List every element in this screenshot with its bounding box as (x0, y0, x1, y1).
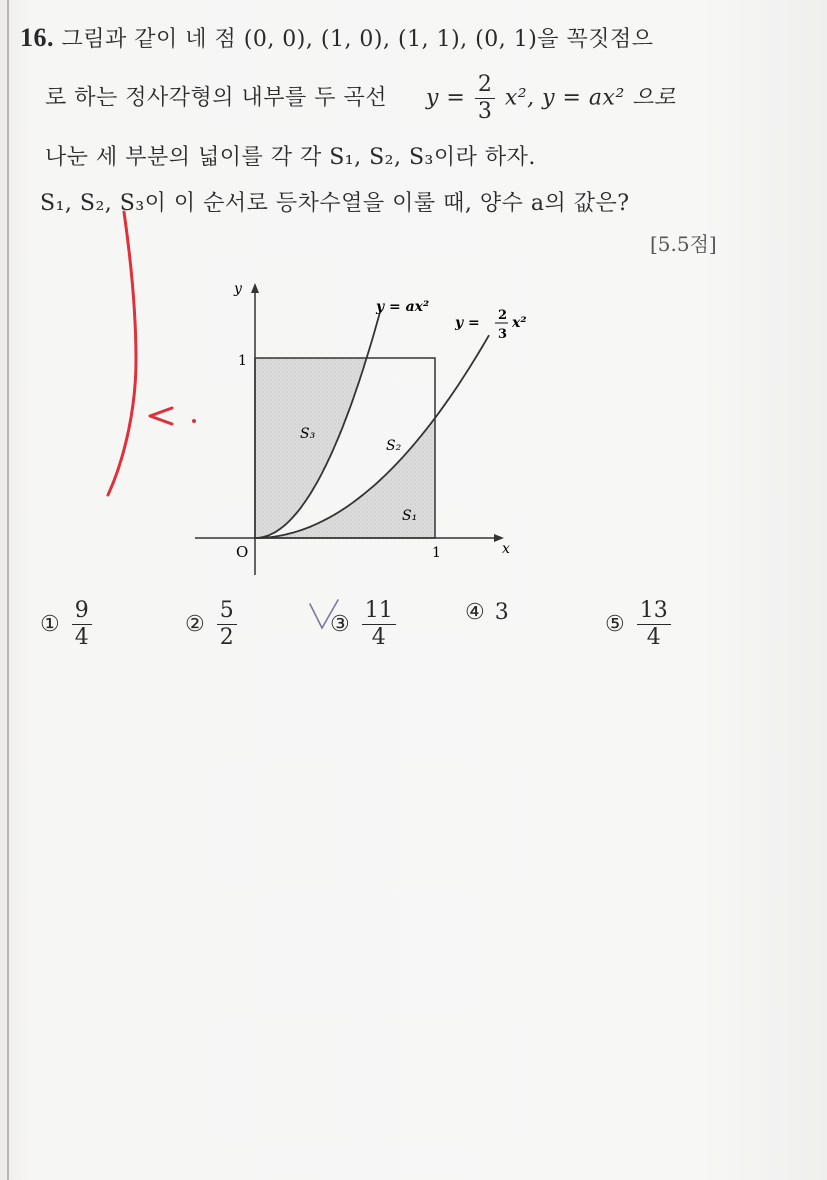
x-one-label: 1 (432, 545, 441, 561)
choice-2-num: 5 (217, 600, 237, 625)
red-pen-bracket (108, 212, 136, 495)
region-s3-label: S₃ (300, 426, 316, 442)
problem-text-1: 그림과 같이 네 점 (0, 0), (1, 0), (1, 1), (0, 1)을 꼭짓점으 (61, 27, 654, 52)
check-mark-icon (310, 600, 338, 628)
curve2-expr-lhs: y = (426, 85, 466, 111)
choice-3-den: 4 (371, 625, 386, 650)
choice-2-mark: ② (185, 612, 205, 637)
frac-numerator: 2 (475, 74, 496, 99)
choice-4-value: 3 (494, 600, 509, 625)
problem-text-2: 로 하는 정사각형의 내부를 두 곡선 (45, 85, 387, 111)
problem-text-4: S₁, S₂, S₃이 이 순서로 등차수열을 이룰 때, 양수 a의 값은? (40, 191, 630, 216)
red-pen-dot (192, 419, 196, 423)
curve2-label-num: 2 (498, 308, 508, 323)
curve1-label: y = ax² (376, 299, 430, 315)
problem-text-3: 나눈 세 부분의 넓이를 각 각 S₁, S₂, S₃이라 하자. (45, 145, 536, 170)
choice-4-mark: ④ (465, 600, 485, 625)
origin-label: O (236, 543, 249, 561)
curve2-label-rhs: x² (512, 315, 527, 331)
curve2-label-den: 3 (498, 327, 508, 342)
region-s1-label: S₁ (402, 508, 418, 524)
y-axis-label: y (234, 281, 242, 297)
points-label: [5.5점] (650, 232, 717, 256)
choice-2-den: 2 (219, 625, 234, 650)
choice-1-den: 4 (74, 625, 89, 650)
x-axis-label: x (502, 541, 510, 557)
y-one-label: 1 (238, 353, 247, 369)
choice-5-num: 13 (637, 600, 671, 625)
choice-3-mark: ③ (330, 612, 350, 637)
choice-5-mark: ⑤ (605, 612, 625, 637)
curve-expr-rest: x², y = ax² 으로 (504, 85, 676, 111)
frac-denominator: 3 (477, 99, 493, 124)
choice-1-num: 9 (72, 600, 92, 625)
choice-1-mark: ① (40, 612, 60, 637)
problem-number: 16. (20, 23, 54, 52)
choice-5-den: 4 (646, 625, 661, 650)
choice-3-num: 11 (362, 600, 396, 625)
region-s2-label: S₂ (386, 438, 402, 454)
curve2-label-lhs: y = (455, 315, 480, 331)
red-pen-arrow-icon (150, 408, 172, 424)
